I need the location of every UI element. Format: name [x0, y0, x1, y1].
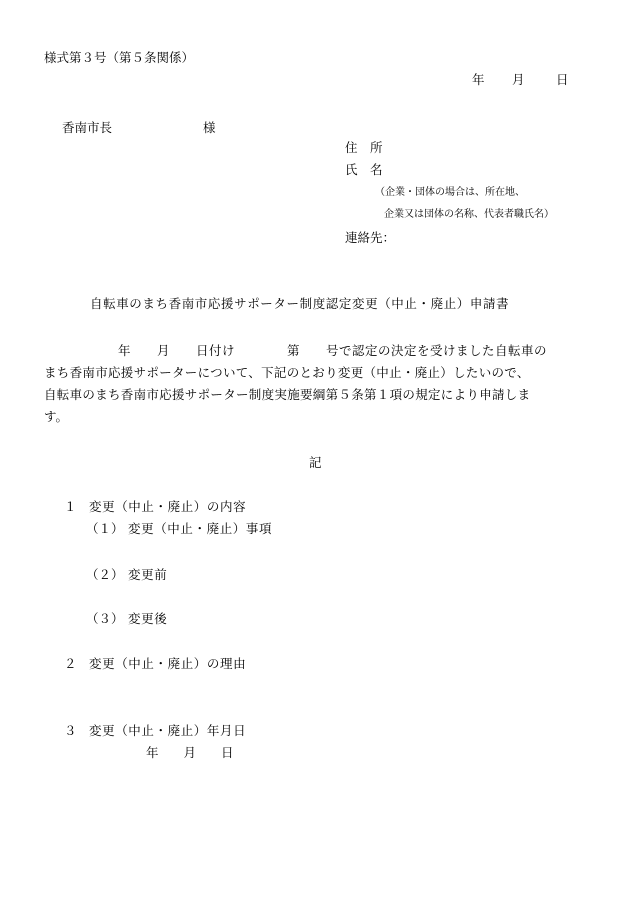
item-3-date: 年 月 日 — [146, 745, 234, 760]
body-line-3: 自転車のまち香南市応援サポーター制度実施要綱第５条第１項の規定により申請しま — [44, 387, 531, 402]
subitem-3-label: 変更後 — [128, 611, 168, 626]
applicant-note-line1: （企業・団体の場合は、所在地、 — [375, 187, 525, 198]
ki-heading: 記 — [309, 455, 322, 470]
subitem-1-number: （１） — [86, 521, 124, 536]
body-line-1: 年 月 日付け 第 号で認定の決定を受けました自転車の — [118, 343, 548, 358]
subitem-1-label: 変更（中止・廃止）事項 — [128, 521, 273, 536]
addressee-name: 香南市長 — [62, 120, 113, 135]
contact-label: 連絡先： — [345, 230, 396, 245]
item-3-label: 変更（中止・廃止）年月日 — [89, 723, 247, 738]
subitem-3-number: （３） — [86, 611, 124, 626]
date-day-label: 日 — [556, 72, 569, 87]
item-1-label: 変更（中止・廃止）の内容 — [89, 499, 247, 514]
item-3-number: ３ — [64, 723, 77, 738]
body-line-4: す。 — [44, 409, 69, 424]
name-label: 氏 名 — [345, 162, 383, 177]
applicant-note-line2: 企業又は団体の名称、代表者職氏名） — [384, 209, 554, 220]
body-line-2: まち香南市応援サポーターについて、下記のとおり変更（中止・廃止）したいので、 — [44, 365, 530, 380]
document-title: 自転車のまち香南市応援サポーター制度認定変更（中止・廃止）申請書 — [90, 296, 510, 311]
item-1-number: １ — [64, 499, 77, 514]
subitem-2-number: （２） — [86, 567, 124, 582]
item-2-number: ２ — [64, 656, 77, 671]
address-label: 住 所 — [345, 140, 383, 155]
date-year-label: 年 — [472, 72, 485, 87]
addressee-honorific: 様 — [203, 120, 216, 135]
item-2-label: 変更（中止・廃止）の理由 — [89, 656, 247, 671]
subitem-2-label: 変更前 — [128, 567, 168, 582]
form-number: 様式第３号（第５条関係） — [44, 50, 195, 65]
date-month-label: 月 — [512, 72, 525, 87]
